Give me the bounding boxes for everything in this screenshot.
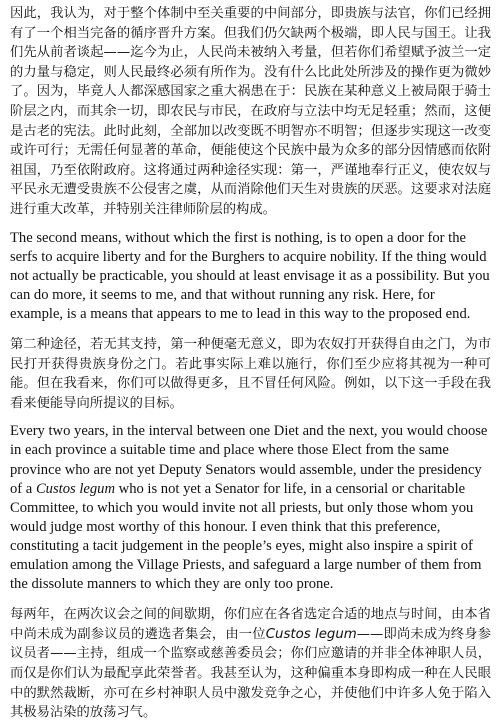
paragraph-text-part: Every two years, in the interval between one Diet and the next, you would choose in each province a suitable time and place where those Elect from the same province who are not yet Deputy Senators would assemble, under the presidency of a	[10, 423, 488, 497]
document-page	[10, 4, 491, 723]
paragraph-zh-2: 第二种途径，若无其支持，第一种便毫无意义，即为农奴打开获得自由之门，为市民打开获得贵族身份之门。若此事实际上难以施行，你们至少应将其视为一种可能。但在我看来，你们可以做得更多，且不冒任何风险。例如，以下这一手段在我看来便能导向所提议的目标。	[10, 337, 491, 411]
paragraph-en-1: The second means, without which the first is nothing, is to open a door for the serfs to acquire liberty and for the Burghers to acquire nobility. If the thing would not actually be practicable, you should at least envisage it as a possibility. But you can do more, it seems to me, and that without running any risk. Here, for example, is a means that appears to me to lead in this way to the proposed end.	[10, 229, 490, 322]
paragraph-text-part: ——即尚未成为终身参议员者——主持，组成一个监察或慈善委员会；你们应邀请的并非全体神职人员，而仅是你们认为最配享此荣誉者。我甚至认为，这种偏重本身即构成一种在人民眼中的默然裁断，亦可在乡村神职人员中激发竞争之心，并使他们中许多人免于陷入其极易沾染的放荡习气。	[10, 626, 492, 721]
paragraph-zh-1: 因此，我认为，对于整个体制中至关重要的中间部分，即贵族与法官，你们已经拥有了一个相当完备的循序晋升方案。但我们仍欠缺两个极端，即人民与国王。让我们先从前者谈起——迄今为止，人民尚未被纳入考量，但若你们希望赋予波兰一定的力量与稳定，则人民最终必须有所作为。没有什么比此处所涉及的操作更为微妙了。因为，毕竟人人都深感国家之重大祸患在于：民族在某种意义上被局限于骑士阶层之内，而其余一切，即农民与市民，在政府与立法中均无足轻重；然而，这便是古老的宪法。此时此刻，全部加以改变既不明智亦不明智；但逐步实现这一改变或许可行；无需任何显著的革命，便能使这个民族中最为众多的部分因情感而依附祖国，乃至依附政府。这将通过两种途径实现：第一，严谨地奉行正义，使农奴与平民永无遭受贵族不公侵害之虞，从而消除他们天生对贵族的厌恶。这要求对法庭进行重大改革，并特别关注律师阶层的构成。	[10, 6, 491, 217]
paragraph-text-part: 每两年，在两次议会之间的间歇期，你们应在各省选定合适的地点与时间，由本省中尚未成为副参议员的遴选者集会，由一位	[10, 607, 491, 642]
latin-term: Custos legum	[35, 480, 115, 497]
paragraph-en-2	[10, 422, 491, 594]
paragraph-text-part: who is not yet a Senator for life, in a censorial or charitable Committee, to which you would invite not all priests, but only those whom you would judge most worthy of this honour. I even think that this preference, constituting a tacit judgement in the people’s eyes, might also inspire a spirit of emulation among the Village Priests, and safeguard a large number of them from the dissolute manners to which they are only too prone.	[10, 480, 482, 593]
latin-term: Custos legum	[265, 626, 357, 642]
paragraph-zh-3	[10, 605, 491, 723]
